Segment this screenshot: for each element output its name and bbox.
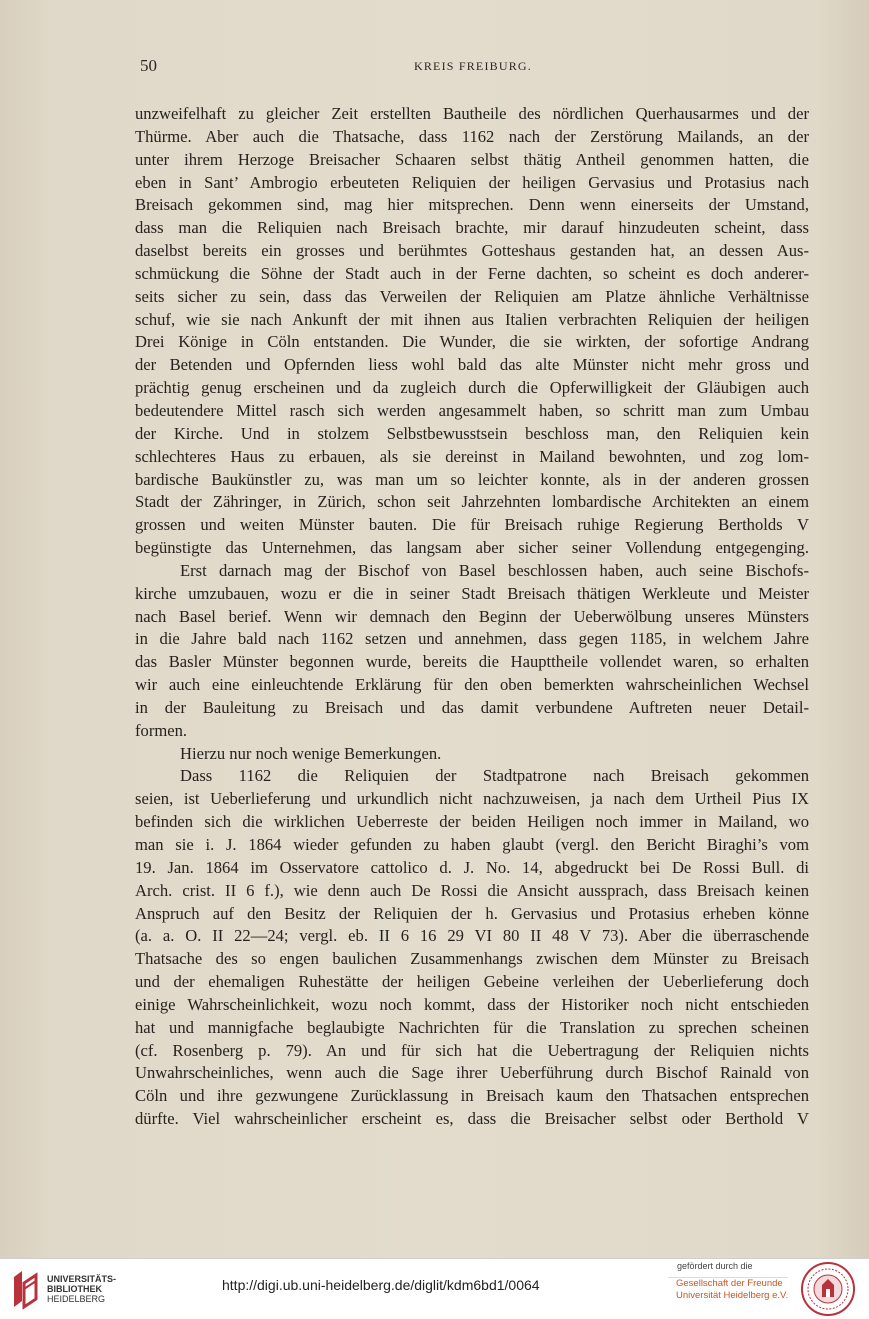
text-line: Anspruch auf den Besitz der Reliquien der h. Gervasius und Protasius erheben könne bbox=[135, 903, 809, 923]
text-line: (cf. Rosenberg p. 79). An und für sich hat die Uebertragung der Reliquien nichts bbox=[135, 1040, 809, 1060]
text-line: seits sicher zu sein, dass das Verweilen der Reliquien am Platze ähnliche Verhältnisse bbox=[135, 286, 809, 306]
text-line: prächtig genug erscheinen und da zugleich durch die Opferwilligkeit der Gläubigen auch bbox=[135, 378, 809, 398]
text-line: Thatsache des so engen baulichen Zusammenhangs zwischen dem Münster zu Breisach bbox=[135, 949, 809, 969]
text-line: und der ehemaligen Ruhestätte der heiligen Gebeine verleihen der Ueberlieferung doch bbox=[135, 972, 809, 992]
text-line: unter ihrem Herzoge Breisacher Schaaren selbst thätig Antheil genommen hatten, die bbox=[135, 149, 809, 169]
text-line: seien, ist Ueberlieferung und urkundlich nicht nachzuweisen, ja nach dem Urtheil Pius IX bbox=[135, 789, 809, 809]
library-name[interactable] bbox=[47, 1274, 116, 1304]
text-line: formen. bbox=[135, 720, 188, 740]
society-name[interactable] bbox=[676, 1278, 788, 1302]
running-head: KREIS FREIBURG. bbox=[413, 59, 532, 73]
text-line: bardische Baukünstler zu, was man um so leichter konnte, als in der anderen grossen bbox=[135, 469, 809, 489]
text-line: das Basler Münster begonnen wurde, bereits die Haupttheile vollendet waren, so erhalten bbox=[135, 652, 809, 672]
text-line: eben in Sant’ Ambrogio erbeuteten Reliquien der heiligen Gervasius und Protasius nach bbox=[135, 172, 809, 192]
text-line: in die Jahre bald nach 1162 setzen und annehmen, dass gegen 1185, in welchem Jahre bbox=[135, 629, 809, 649]
text-line: Stadt der Zähringer, in Zürich, schon seit Jahrzehnten lombardische Architekten an einem bbox=[135, 492, 809, 512]
library-line-1: UNIVERSITÄTS- bbox=[47, 1274, 117, 1284]
text-line: Drei Könige in Cöln entstanden. Die Wunder, die sie wirkten, der sofortige Andrang bbox=[135, 332, 809, 352]
footer-bar bbox=[0, 1258, 869, 1319]
permalink-url[interactable]: http://digi.ub.uni-heidelberg.de/diglit/kdm6bd1/0064 bbox=[222, 1277, 540, 1293]
text-line: begünstigte das Unternehmen, das langsam aber sicher seiner Vollendung entgegenging. bbox=[135, 538, 809, 558]
text-line: daselbst bereits ein grosses und berühmtes Gotteshaus gestanden hat, an dessen Aus- bbox=[135, 241, 809, 261]
text-line: einige Wahrscheinlichkeit, wozu noch kommt, dass der Historiker noch nicht entschieden bbox=[135, 994, 809, 1014]
society-line-2: Universität Heidelberg e.V. bbox=[676, 1290, 789, 1301]
text-line: in der Bauleitung zu Breisach und das damit verbundene Auftreten neuer Detail- bbox=[135, 697, 809, 717]
text-line: Breisach gekommen sind, mag hier mitsprechen. Denn wenn einerseits der Umstand, bbox=[135, 195, 809, 215]
text-line: hat und mannigfache beglaubigte Nachrichten für die Translation zu sprechen scheinen bbox=[135, 1017, 809, 1037]
text-line: grossen und weiten Münster bauten. Die für Breisach ruhige Regierung Bertholds V bbox=[135, 515, 809, 535]
text-line: 19. Jan. 1864 im Osservatore cattolico d. J. No. 14, abgedruckt bei De Rossi Bull. di bbox=[135, 857, 809, 877]
text-line: Erst darnach mag der Bischof von Basel beschlossen haben, auch seine Bischofs- bbox=[180, 560, 809, 580]
text-line: (a. a. O. II 22—24; vergl. eb. II 6 16 29 VI 80 II 48 V 73). Aber die überraschende bbox=[135, 926, 809, 946]
text-line: der Kirche. Und in stolzem Selbstbewusstsein beschloss man, den Reliquien kein bbox=[135, 423, 809, 443]
text-line: kirche umzubauen, wozu er die in seiner Stadt Breisach thätigen Werkleute und Meister bbox=[135, 583, 809, 603]
text-line: schuf, wie sie nach Ankunft der mit ihnen aus Italien verbrachten Reliquien der heiligen bbox=[135, 309, 809, 329]
text-line: bedeutendere Mittel rasch sich werden angesammelt haben, so schritt man zum Umbau bbox=[135, 400, 809, 420]
text-line: man sie i. J. 1864 wieder gefunden zu haben glaubt (vergl. den Bericht Biraghi’s vom bbox=[135, 835, 809, 854]
university-seal-icon[interactable] bbox=[800, 1261, 856, 1317]
ub-heidelberg-logo-icon[interactable] bbox=[8, 1267, 42, 1311]
text-line: befinden sich die wirklichen Ueberreste der beiden Heiligen noch immer in Mailand, wo bbox=[135, 812, 809, 832]
library-line-2: BIBLIOTHEK bbox=[47, 1284, 102, 1294]
text-line: Arch. crist. II 6 f.), wie denn auch De Rossi die Ansicht aussprach, dass Breisach keinen bbox=[135, 880, 809, 900]
text-line: Unwahrscheinliches, wenn auch die Sage ihrer Ueberführung durch Bischof Rainald von bbox=[135, 1063, 809, 1083]
text-line: der Betenden und Opfernden liess wohl bald das alte Münster nicht mehr gross und bbox=[135, 355, 809, 375]
funded-by-label: gefördert durch die bbox=[677, 1261, 753, 1271]
text-line: Dass 1162 die Reliquien der Stadtpatrone nach Breisach gekommen bbox=[180, 766, 809, 786]
page-number: 50 bbox=[140, 56, 157, 75]
text-line: Thürme. Aber auch die Thatsache, dass 1162 nach der Zerstörung Mailands, an der bbox=[135, 126, 809, 146]
text-line: dass man die Reliquien nach Breisach brachte, mir darauf hinzudeuten scheint, dass bbox=[135, 218, 809, 238]
page-header bbox=[138, 56, 808, 80]
text-line: wir auch eine einleuchtende Erklärung für den oben bemerkten wahrscheinlichen Wechsel bbox=[135, 675, 809, 695]
text-line: schlechteres Haus zu erbauen, als sie dereinst in Mailand bewohnten, und zog lom- bbox=[135, 446, 809, 466]
library-line-3: HEIDELBERG bbox=[47, 1294, 106, 1304]
text-line: nach Basel berief. Wenn wir demnach den Beginn der Ueberwölbung unseres Münsters bbox=[135, 606, 809, 626]
body-text bbox=[135, 103, 809, 1131]
society-line-1: Gesellschaft der Freunde bbox=[676, 1278, 783, 1289]
text-line: unzweifelhaft zu gleicher Zeit erstellten Bautheile des nördlichen Querhausarmes und der bbox=[135, 104, 809, 123]
text-line: Hierzu nur noch wenige Bemerkungen. bbox=[180, 743, 442, 763]
text-line: schmückung die Söhne der Stadt auch in der Ferne dachten, so scheint es doch anderer- bbox=[135, 263, 809, 283]
text-line: dürfte. Viel wahrscheinlicher erscheint es, dass die Breisacher selbst oder Berthold V bbox=[135, 1109, 809, 1129]
text-line: Cöln und ihre gezwungene Zurücklassung in Breisach kaum den Thatsachen entsprechen bbox=[135, 1086, 809, 1106]
